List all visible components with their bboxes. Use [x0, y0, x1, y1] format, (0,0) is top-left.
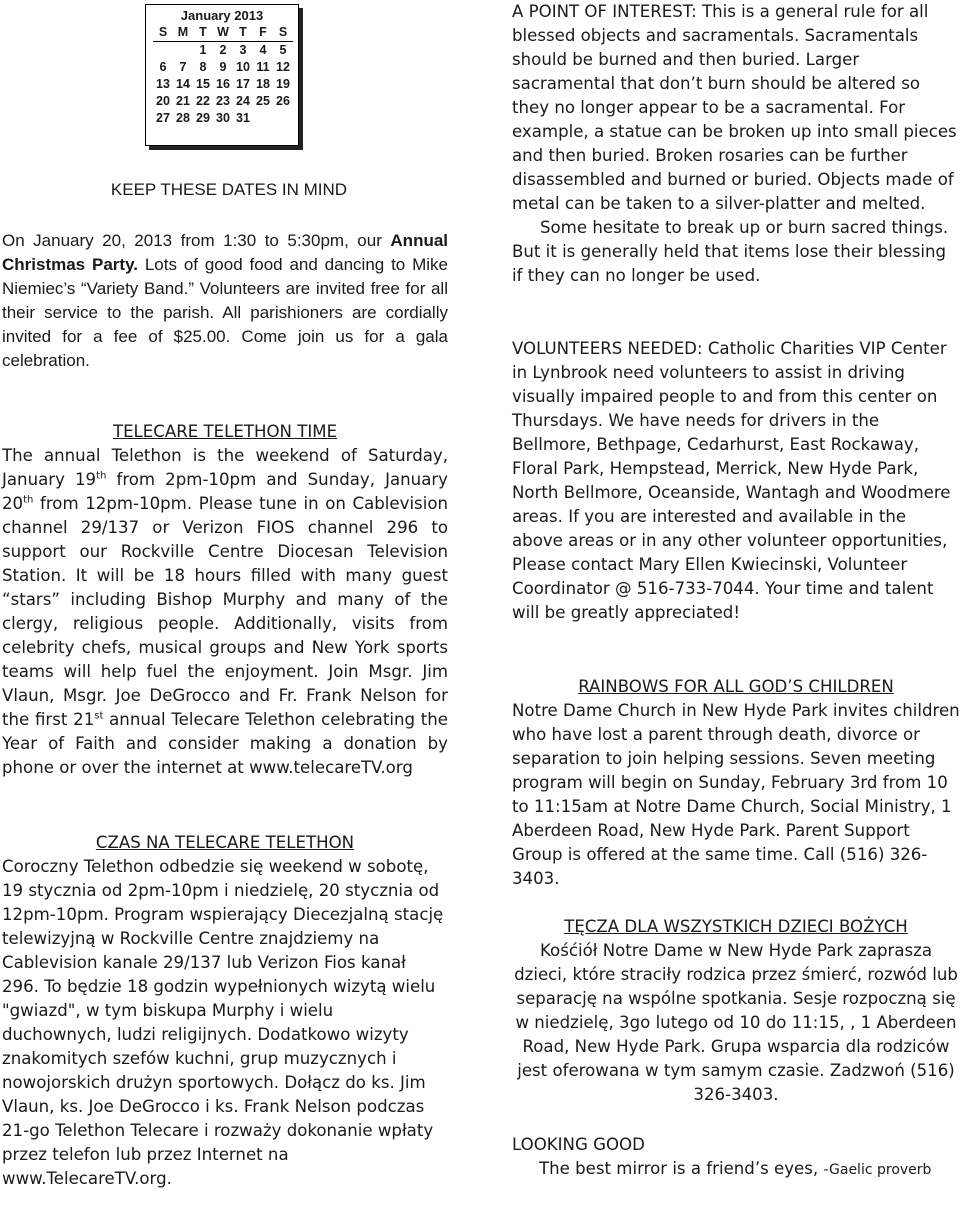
calendar-day: 9	[219, 60, 227, 74]
calendar-day: 10	[236, 60, 250, 74]
calendar-day: 26	[276, 94, 290, 108]
volunteer-areas: Bellmore, Bethpage, Cedarhurst, East Rockaway, Floral Park, Hempstead, Merrick, New Hyde Park, North Bellmore, Oceanside, Wantagh and Woodmere	[512, 435, 951, 502]
calendar-day: 8	[199, 60, 207, 74]
day-header: T	[233, 24, 253, 42]
calendar-day: 12	[276, 60, 290, 74]
telecare-text-b: from 2pm-10pm and Sunday, January 20	[2, 470, 448, 513]
rainbows-text-a: Notre Dame Church in New Hyde Park invites children who have lost a parent through death, divorce or separation to join helping sessions. Seven meeting program will begin on	[512, 701, 960, 792]
telecare-heading: TELECARE TELETHON TIME	[112, 422, 338, 441]
rainbows-heading: RAINBOWS FOR ALL GOD’S CHILDREN	[578, 677, 894, 696]
calendar-day: 15	[196, 77, 210, 91]
calendar-day	[273, 110, 293, 127]
calendar-day: 11	[256, 60, 270, 74]
volunteers-text-b: areas. If you are interested and available in the above areas or in any other volunteer opportunities, Please contact Mary Ellen Kwiecinski, Volunteer Coordinator @ 516-733-7044. Your time and talent will be greatly appreciated!	[512, 507, 948, 622]
tecza-date: w niedzielę, 3go lutego	[515, 1013, 709, 1032]
party-text-2: Lots of good food and dancing to Mike Niemiec’s “Variety Band.” Volunteers are invited free for all their service to the parish. All parishioners are cordially invited for a fee of $25.00. Come join us for a gala celebration.	[2, 255, 448, 370]
day-header: M	[173, 24, 193, 42]
day-header: T	[193, 24, 213, 42]
calendar-day	[153, 42, 173, 60]
rainbows-text-b: from 10 to 11:15am at Notre Dame Church, Social Ministry, 1 Aberdeen Road, New Hyde Park. Parent Support Group is offered at the same time. Call (516) 326-3403.	[512, 773, 952, 888]
calendar-day: 29	[196, 111, 210, 125]
interest-label: A POINT OF INTEREST	[512, 2, 692, 21]
ordinal-sup: st	[94, 710, 104, 722]
party-paragraph	[2, 229, 448, 373]
calendar-week	[153, 59, 293, 76]
czas-paragraph: Coroczny Telethon odbedzie się weekend w sobotę, 19 stycznia od 2pm-10pm i niedzielę, 20 stycznia od 12pm-10pm. Program wspierający Diecezjalną stację telewizyjną w Rockville Centre znajdziemy na Cablevision kanale 29/137 lub Verizon Fios kanał 296. To będzie 18 godzin wypełnionych wizytą wielu "gwiazd", w tym biskupa Murphy i wielu duchownych, ludzi religijnych. Dodatkowo wizyty znakomitych szefów kuchni, grup muzycznych i nowojorskich drużyn sportowych. Dołącz do ks. Jim Vlaun, ks. Joe DeGrocco i ks. Frank Nelson podczas 21-go Telethon Telecare i rozważy dokonanie wpłaty przez telefon lub przez Internet na www.TelecareTV.org.	[2, 857, 444, 1188]
calendar-day	[173, 42, 193, 60]
interest-body: : This is a general rule for all blessed objects and sacramentals. Sacramentals should be burned and then buried. Larger sacramental that don’t burn should be altered so they no longer appear to be a sacramental. For example, a statue can be broken up into small pieces and then buried. Broken rosaries can be further disassembled and burned or buried. Objects made of metal can be taken to a silver-platter and melted.	[512, 2, 957, 213]
calendar-day: 3	[239, 43, 247, 57]
looking-quote	[539, 1157, 960, 1182]
quote-source: -Gaelic proverb	[823, 1162, 932, 1178]
calendar-week	[153, 110, 293, 127]
calendar-day: 2	[219, 43, 227, 57]
calendar-day: 13	[156, 77, 170, 91]
calendar-day: 21	[176, 94, 190, 108]
party-title: Annual Christmas Party.	[2, 231, 449, 274]
calendar-day	[253, 110, 273, 127]
calendar-day: 5	[279, 43, 287, 57]
telecare-text-a: The annual Telethon is the weekend of Saturday, January 19	[2, 446, 448, 489]
calendar-day: 6	[159, 60, 167, 74]
calendar-day: 24	[236, 94, 250, 108]
calendar-day: 20	[156, 94, 170, 108]
volunteers-label: VOLUNTEERS NEEDED	[512, 339, 697, 358]
calendar	[145, 4, 301, 146]
day-header: S	[273, 24, 293, 42]
calendar-day: 25	[256, 94, 270, 108]
rainbows-date: Sunday, February 3rd	[698, 773, 878, 792]
rainbows-paragraph	[512, 699, 960, 891]
calendar-day: 1	[199, 43, 207, 57]
volunteers-paragraph	[512, 337, 960, 625]
ordinal-sup: th	[23, 494, 34, 506]
calendar-day: 23	[216, 94, 230, 108]
calendar-day: 22	[196, 94, 210, 108]
volunteers-text-a: : Catholic Charities VIP Center in Lynbrook need volunteers to assist in driving visually impaired people to and from this center on Thursdays. We have needs for drivers in the	[512, 339, 947, 430]
calendar-day: 31	[236, 111, 250, 125]
keep-dates-heading: KEEP THESE DATES IN MIND	[110, 180, 348, 199]
calendar-grid	[153, 24, 293, 127]
telecare-text-c: from 12pm-10pm. Please tune in on Cablevision channel 29/137 or Verizon FIOS channel 296 to support our Rockville Centre Diocesan Television Station. It will be 18 hours filled with many guest “stars” including Bishop Murphy and many of the clergy, religious people. Additionally, visits from celebrity chefs, musical groups and New York sports teams will help fuel the enjoyment. Join Msgr. Jim Vlaun, Msgr. Joe DeGrocco and Fr. Frank Nelson for the first 21	[2, 494, 448, 729]
calendar-day: 4	[259, 43, 267, 57]
calendar-box	[145, 4, 299, 146]
looking-heading: LOOKING GOOD	[512, 1135, 645, 1154]
tecza-text-b: od 10 do 11:15, , 1 Aberdeen Road, New Hyde Park. Grupa wsparcia dla rodziców jest oferowana w tym samym czasie. Zadzwoń (516) 326-3403.	[517, 1013, 957, 1104]
calendar-day: 19	[276, 77, 290, 91]
tecza-text-a: Kośćiół Notre Dame w New Hyde Park zaprasza dzieci, które straciły rodzica przez śmierć, rozwód lub separację na wspólne spotkania. Sesje rozpoczną się	[514, 941, 958, 1008]
calendar-day-headers	[153, 24, 293, 42]
calendar-day: 7	[179, 60, 187, 74]
calendar-week	[153, 76, 293, 93]
telecare-text-d: annual Telecare Telethon celebrating the Year of Faith and consider making a donation by phone or over the internet at www.telecareTV.org	[2, 710, 448, 777]
calendar-day: 18	[256, 77, 270, 91]
calendar-day: 27	[156, 111, 170, 125]
day-header: F	[253, 24, 273, 42]
calendar-week	[153, 42, 293, 60]
calendar-day: 30	[216, 111, 230, 125]
party-text-1: On January 20, 2013 from 1:30 to 5:30pm, our	[2, 231, 382, 250]
interest-body-2: Some hesitate to break up or burn sacred things. But it is generally held that items lose their blessing if they can no longer be used.	[512, 218, 949, 285]
tecza-heading: TĘCZA DLA WSZYSTKICH DZIECI BOŻYCH	[564, 917, 908, 936]
calendar-day: 14	[176, 77, 190, 91]
day-header: S	[153, 24, 173, 42]
interest-paragraph	[512, 0, 960, 288]
calendar-title: January 2013	[180, 8, 264, 23]
czas-heading: CZAS NA TELECARE TELETHON	[95, 833, 355, 852]
calendar-day: 28	[176, 111, 190, 125]
ordinal-sup: th	[96, 470, 107, 482]
tecza-paragraph	[512, 939, 960, 1107]
quote-text: The best mirror is a friend’s eyes,	[539, 1159, 824, 1178]
calendar-day: 16	[216, 77, 230, 91]
telecare-paragraph	[2, 444, 448, 780]
calendar-week	[153, 93, 293, 110]
day-header: W	[213, 24, 233, 42]
calendar-day: 17	[236, 77, 250, 91]
